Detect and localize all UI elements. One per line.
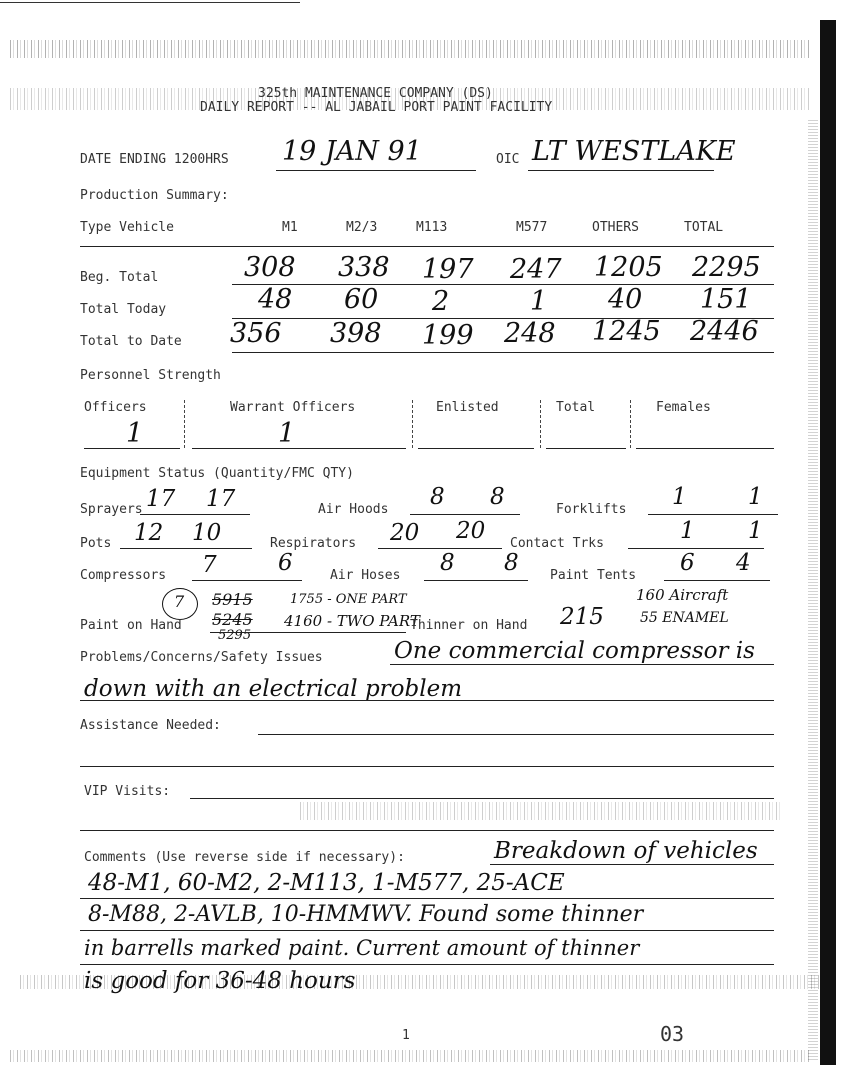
col-m1: M1 xyxy=(282,220,298,235)
sprayers-underline xyxy=(140,514,250,515)
page-number: 03 xyxy=(660,1022,685,1046)
total-today-m577: 1 xyxy=(530,286,548,317)
contact-trks-label: Contact Trks xyxy=(510,536,604,551)
problems-label: Problems/Concerns/Safety Issues xyxy=(80,650,323,665)
comments-line-1: Breakdown of vehicles xyxy=(494,838,758,864)
comments-line-2: 48-M1, 60-M2, 2-M113, 1-M577, 25-ACE xyxy=(88,870,565,896)
row-total-today-label: Total Today xyxy=(80,302,167,317)
comments-underline-3 xyxy=(80,930,774,931)
col-m113: M113 xyxy=(416,220,448,235)
problems-line-1: One commercial compressor is xyxy=(394,638,755,664)
paint-two-part: 4160 - TWO PART xyxy=(284,612,420,630)
comments-label: Comments (Use reverse side if necessary): xyxy=(84,850,405,865)
problems-line-2: down with an electrical problem xyxy=(84,676,463,702)
forklifts-fmc: 1 xyxy=(748,484,763,510)
sprayers-label: Sprayers xyxy=(80,502,143,517)
air-hoods-label: Air Hoods xyxy=(318,502,389,517)
paint-underline xyxy=(210,632,406,633)
scan-noise-mid xyxy=(300,802,780,820)
total-today-total: 151 xyxy=(700,284,752,315)
paint-enamel: 55 ENAMEL xyxy=(640,610,729,626)
contact-trks-underline xyxy=(628,548,764,549)
total-to-date-total: 2446 xyxy=(690,316,759,347)
company-title: 325th MAINTENANCE COMPANY (DS) xyxy=(258,86,493,101)
vip-underline-2 xyxy=(80,830,774,831)
beg-total-m2: 338 xyxy=(338,252,390,283)
thinner-value: 215 xyxy=(560,604,604,630)
total-to-date-m1: 356 xyxy=(230,318,282,349)
problems-underline-1 xyxy=(390,664,774,665)
compressors-qty: 7 xyxy=(202,552,217,578)
compressors-underline xyxy=(192,580,302,581)
oic-label: OIC xyxy=(496,152,520,167)
type-vehicle-label: Type Vehicle xyxy=(80,220,174,235)
pots-qty: 12 xyxy=(134,520,164,546)
total-today-others: 40 xyxy=(608,284,643,315)
personnel-col-enlisted: Enlisted xyxy=(436,400,499,415)
equipment-section-label: Equipment Status (Quantity/FMC QTY) xyxy=(80,466,354,481)
total-today-m1: 48 xyxy=(258,284,293,315)
assistance-underline-2 xyxy=(80,766,774,767)
scan-right-border xyxy=(820,20,836,1065)
personnel-officers-value: 1 xyxy=(126,418,144,449)
date-underline xyxy=(276,170,476,171)
row-total-to-date-label: Total to Date xyxy=(80,334,182,349)
personnel-line-4 xyxy=(546,448,626,449)
paint-one-part: 1755 - ONE PART xyxy=(290,592,407,607)
assistance-label: Assistance Needed: xyxy=(80,718,221,733)
air-hoods-underline xyxy=(410,514,520,515)
air-hoses-fmc: 8 xyxy=(504,550,519,576)
contact-trks-fmc: 1 xyxy=(748,518,763,544)
vip-label: VIP Visits: xyxy=(84,784,171,799)
beg-total-others: 1205 xyxy=(594,252,663,283)
forklifts-label: Forklifts xyxy=(556,502,627,517)
comments-line-4: in barrells marked paint. Current amount of thinner xyxy=(84,936,640,960)
forklifts-underline xyxy=(648,514,778,515)
personnel-warrant-value: 1 xyxy=(278,418,296,449)
col-others: OTHERS xyxy=(592,220,639,235)
paint-tents-fmc: 4 xyxy=(736,550,751,576)
comments-underline-2 xyxy=(80,898,774,899)
pots-label: Pots xyxy=(80,536,112,551)
compressors-label: Compressors xyxy=(80,568,167,583)
respirators-qty: 20 xyxy=(390,520,420,546)
beg-total-m113: 197 xyxy=(422,254,474,285)
contact-trks-qty: 1 xyxy=(680,518,695,544)
comments-line-3: 8-M88, 2-AVLB, 10-HMMWV. Found some thinner xyxy=(88,902,644,927)
pots-underline xyxy=(120,548,252,549)
production-header-rule xyxy=(80,246,774,247)
personnel-line-2 xyxy=(192,448,406,449)
total-to-date-m577: 248 xyxy=(504,318,556,349)
total-to-date-others: 1245 xyxy=(592,316,661,347)
air-hoses-underline xyxy=(424,580,528,581)
beg-total-m1: 308 xyxy=(244,252,296,283)
col-m2-3: M2/3 xyxy=(346,220,378,235)
air-hoses-label: Air Hoses xyxy=(330,568,401,583)
forklifts-qty: 1 xyxy=(672,484,687,510)
problems-underline-2 xyxy=(80,700,774,701)
personnel-divider-2 xyxy=(412,400,413,448)
paint-tents-underline xyxy=(664,580,770,581)
compressors-fmc: 6 xyxy=(278,550,293,576)
scan-noise-bottom xyxy=(10,1050,810,1062)
circled-annotation-text: 7 xyxy=(174,592,185,611)
respirators-label: Respirators xyxy=(270,536,357,551)
comments-line-5: is good for 36-48 hours xyxy=(84,968,356,994)
paint-tents-label: Paint Tents xyxy=(550,568,637,583)
row-beg-total-label: Beg. Total xyxy=(80,270,159,285)
comments-underline-4 xyxy=(80,964,774,965)
personnel-col-warrant: Warrant Officers xyxy=(230,400,356,415)
paint-strike-1: 5915 xyxy=(212,590,253,609)
total-to-date-m2: 398 xyxy=(330,318,382,349)
total-to-date-m113: 199 xyxy=(422,320,474,351)
personnel-line-3 xyxy=(418,448,534,449)
personnel-divider-4 xyxy=(630,400,631,448)
paint-tents-qty: 6 xyxy=(680,550,695,576)
sprayers-qty: 17 xyxy=(146,486,176,512)
personnel-divider-3 xyxy=(540,400,541,448)
vip-underline-1 xyxy=(190,798,774,799)
col-m577: M577 xyxy=(516,220,548,235)
comments-underline-1 xyxy=(490,864,774,865)
personnel-line-5 xyxy=(636,448,774,449)
scan-noise-right-edge xyxy=(808,120,818,1060)
thinner-label: Thinner on Hand xyxy=(410,618,528,633)
personnel-section-label: Personnel Strength xyxy=(80,368,221,383)
personnel-line-1 xyxy=(84,448,180,449)
beg-total-m577: 247 xyxy=(510,254,562,285)
page-mark: 1 xyxy=(402,1028,410,1043)
paint-strike-2: 5245 xyxy=(212,610,253,629)
respirators-fmc: 20 xyxy=(456,518,486,544)
row1-rule xyxy=(232,284,774,285)
paint-label: Paint on Hand xyxy=(80,618,182,633)
total-today-m2: 60 xyxy=(344,284,379,315)
scan-noise-top xyxy=(10,40,810,58)
production-section-label: Production Summary: xyxy=(80,188,229,203)
paint-aircraft: 160 Aircraft xyxy=(636,586,729,604)
beg-total-total: 2295 xyxy=(692,252,761,283)
personnel-col-total: Total xyxy=(556,400,596,415)
paint-below: 5295 xyxy=(218,628,252,643)
report-title: DAILY REPORT -- AL JABAIL PORT PAINT FACILITY xyxy=(200,100,553,115)
date-label: DATE ENDING 1200HRS xyxy=(80,152,229,167)
personnel-divider-1 xyxy=(184,400,185,448)
pots-fmc: 10 xyxy=(192,520,222,546)
air-hoods-qty: 8 xyxy=(430,484,445,510)
total-today-m113: 2 xyxy=(432,286,450,317)
respirators-underline xyxy=(378,548,502,549)
row3-rule xyxy=(232,352,774,353)
col-total: TOTAL xyxy=(684,220,724,235)
air-hoses-qty: 8 xyxy=(440,550,455,576)
oic-value: LT WESTLAKE xyxy=(532,136,736,167)
assistance-underline-1 xyxy=(258,734,774,735)
personnel-col-females: Females xyxy=(656,400,711,415)
sprayers-fmc: 17 xyxy=(206,486,236,512)
scan-top-rule xyxy=(0,2,300,3)
personnel-col-officers: Officers xyxy=(84,400,147,415)
date-value: 19 JAN 91 xyxy=(282,136,422,167)
oic-underline xyxy=(528,170,714,171)
air-hoods-fmc: 8 xyxy=(490,484,505,510)
